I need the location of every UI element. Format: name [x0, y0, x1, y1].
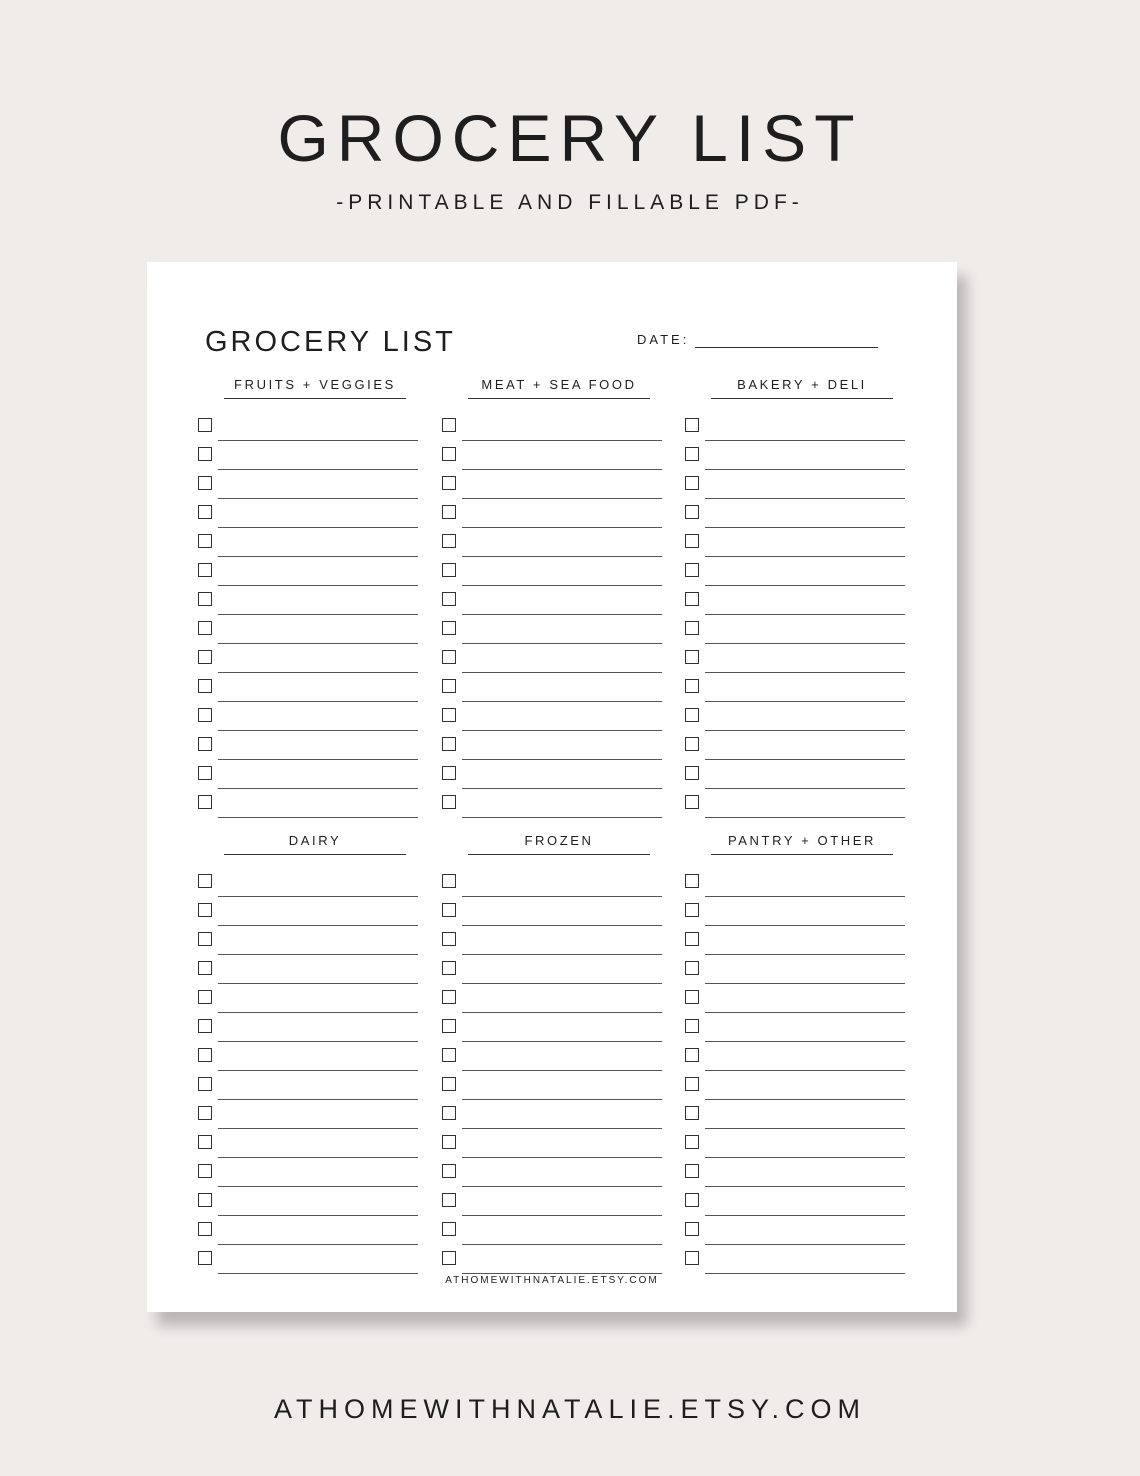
checkbox[interactable] — [685, 505, 699, 519]
checkbox[interactable] — [198, 650, 212, 664]
checkbox[interactable] — [198, 1077, 212, 1091]
date-label: DATE: — [637, 332, 690, 347]
list-item — [198, 1042, 418, 1071]
checkbox[interactable] — [685, 874, 699, 888]
checkbox[interactable] — [442, 563, 456, 577]
checkbox[interactable] — [685, 650, 699, 664]
list-item — [198, 789, 418, 818]
checkbox[interactable] — [442, 874, 456, 888]
checkbox[interactable] — [685, 592, 699, 606]
list-item — [198, 557, 418, 586]
list-item — [198, 586, 418, 615]
list-item — [685, 615, 905, 644]
checkbox[interactable] — [685, 1106, 699, 1120]
checkbox[interactable] — [198, 990, 212, 1004]
list-item — [685, 470, 905, 499]
checkbox[interactable] — [442, 1193, 456, 1207]
checkbox[interactable] — [685, 1251, 699, 1265]
list-item — [198, 731, 418, 760]
section-title: FROZEN — [468, 832, 650, 855]
list-item — [198, 673, 418, 702]
list-item — [685, 673, 905, 702]
checkbox[interactable] — [442, 1077, 456, 1091]
list-item — [685, 644, 905, 673]
checkbox[interactable] — [198, 932, 212, 946]
list-item — [685, 760, 905, 789]
checkbox[interactable] — [685, 1164, 699, 1178]
list-item — [198, 470, 418, 499]
list-item — [685, 557, 905, 586]
list-item — [685, 984, 905, 1013]
section-title: BAKERY + DELI — [711, 376, 893, 399]
checkbox[interactable] — [198, 1193, 212, 1207]
checkbox[interactable] — [685, 621, 699, 635]
list-item — [198, 644, 418, 673]
checkbox[interactable] — [685, 1222, 699, 1236]
list-item — [685, 955, 905, 984]
checkbox[interactable] — [198, 447, 212, 461]
list-item — [198, 926, 418, 955]
list-item — [198, 868, 418, 897]
checkbox[interactable] — [442, 476, 456, 490]
checkbox[interactable] — [442, 534, 456, 548]
checkbox[interactable] — [198, 679, 212, 693]
checkbox[interactable] — [198, 766, 212, 780]
list-item — [198, 499, 418, 528]
checkbox[interactable] — [442, 650, 456, 664]
checkbox[interactable] — [442, 447, 456, 461]
list-item — [442, 499, 662, 528]
checkbox[interactable] — [685, 990, 699, 1004]
list-item — [198, 528, 418, 557]
list-item — [685, 868, 905, 897]
checkbox[interactable] — [685, 766, 699, 780]
hero-title: GROCERY LIST — [277, 101, 863, 175]
checkbox[interactable] — [685, 795, 699, 809]
list-item — [198, 1216, 418, 1245]
checkbox[interactable] — [442, 1164, 456, 1178]
list-item — [198, 615, 418, 644]
list-item — [442, 470, 662, 499]
list-item — [442, 644, 662, 673]
item-text-line[interactable] — [705, 817, 905, 818]
checkbox[interactable] — [198, 1164, 212, 1178]
checkbox[interactable] — [442, 621, 456, 635]
item-rows — [198, 412, 418, 818]
list-item — [442, 1100, 662, 1129]
checkbox[interactable] — [442, 990, 456, 1004]
hero-subtitle: -PRINTABLE AND FILLABLE PDF- — [336, 191, 804, 214]
checkbox[interactable] — [685, 563, 699, 577]
list-item — [685, 1216, 905, 1245]
checkbox[interactable] — [685, 961, 699, 975]
list-item — [198, 1013, 418, 1042]
section-title: DAIRY — [224, 832, 406, 855]
checkbox[interactable] — [685, 1135, 699, 1149]
list-item — [442, 868, 662, 897]
list-item — [685, 412, 905, 441]
checkbox[interactable] — [685, 534, 699, 548]
list-item — [685, 1071, 905, 1100]
list-item — [442, 789, 662, 818]
list-item — [442, 955, 662, 984]
list-item — [442, 557, 662, 586]
list-item — [685, 926, 905, 955]
checkbox[interactable] — [198, 505, 212, 519]
list-item — [442, 897, 662, 926]
list-item — [442, 1129, 662, 1158]
checkbox[interactable] — [442, 737, 456, 751]
list-item — [442, 760, 662, 789]
list-item — [685, 1129, 905, 1158]
checkbox[interactable] — [198, 961, 212, 975]
checkbox[interactable] — [685, 932, 699, 946]
list-item — [198, 1187, 418, 1216]
item-rows — [685, 412, 905, 818]
list-item — [685, 528, 905, 557]
checkbox[interactable] — [442, 795, 456, 809]
checkbox[interactable] — [198, 621, 212, 635]
checkbox[interactable] — [685, 1048, 699, 1062]
section-title: FRUITS + VEGGIES — [224, 376, 406, 399]
checkbox[interactable] — [442, 1135, 456, 1149]
checkbox[interactable] — [198, 1106, 212, 1120]
list-item — [442, 528, 662, 557]
list-item — [198, 412, 418, 441]
sheet-title: GROCERY LIST — [205, 326, 456, 358]
item-rows — [685, 868, 905, 1274]
checkbox[interactable] — [685, 418, 699, 432]
list-item — [198, 1100, 418, 1129]
section-title: MEAT + SEA FOOD — [468, 376, 650, 399]
checkbox[interactable] — [198, 1048, 212, 1062]
list-item — [685, 1158, 905, 1187]
checkbox[interactable] — [685, 1019, 699, 1033]
checkbox[interactable] — [685, 1193, 699, 1207]
item-text-line[interactable] — [218, 817, 418, 818]
list-item — [198, 1071, 418, 1100]
list-item — [442, 702, 662, 731]
checkbox[interactable] — [442, 679, 456, 693]
checkbox[interactable] — [198, 476, 212, 490]
checkbox[interactable] — [198, 795, 212, 809]
checkbox[interactable] — [442, 1106, 456, 1120]
list-item — [685, 702, 905, 731]
checkbox[interactable] — [685, 708, 699, 722]
bottom-shop-url: ATHOMEWITHNATALIE.ETSY.COM — [273, 1394, 867, 1424]
list-item — [685, 441, 905, 470]
list-item — [442, 731, 662, 760]
item-rows — [442, 412, 662, 818]
list-item — [442, 615, 662, 644]
list-item — [442, 984, 662, 1013]
list-item — [685, 586, 905, 615]
list-item — [198, 955, 418, 984]
checkbox[interactable] — [442, 708, 456, 722]
list-item — [685, 1100, 905, 1129]
list-item — [198, 1129, 418, 1158]
list-item — [442, 586, 662, 615]
item-rows — [442, 868, 662, 1274]
list-item — [442, 926, 662, 955]
checkbox[interactable] — [442, 592, 456, 606]
checkbox[interactable] — [442, 766, 456, 780]
checkbox[interactable] — [685, 1077, 699, 1091]
list-item — [685, 1042, 905, 1071]
checkbox[interactable] — [685, 476, 699, 490]
list-item — [442, 441, 662, 470]
list-item — [442, 1158, 662, 1187]
list-item — [685, 1013, 905, 1042]
list-item — [198, 702, 418, 731]
list-item — [442, 1071, 662, 1100]
checkbox[interactable] — [442, 1251, 456, 1265]
checkbox[interactable] — [198, 708, 212, 722]
checkbox[interactable] — [685, 679, 699, 693]
list-item — [685, 731, 905, 760]
checkbox[interactable] — [198, 903, 212, 917]
sheet-footer-url: ATHOMEWITHNATALIE.ETSY.COM — [445, 1275, 659, 1286]
list-item — [442, 1187, 662, 1216]
list-item — [442, 412, 662, 441]
list-item — [685, 1245, 905, 1274]
list-item — [685, 897, 905, 926]
checkbox[interactable] — [198, 1222, 212, 1236]
checkbox[interactable] — [442, 1048, 456, 1062]
checkbox[interactable] — [442, 1019, 456, 1033]
list-item — [442, 673, 662, 702]
item-rows — [198, 868, 418, 1274]
checkbox[interactable] — [198, 418, 212, 432]
checkbox[interactable] — [198, 1251, 212, 1265]
list-item — [198, 897, 418, 926]
list-item — [685, 499, 905, 528]
checkbox[interactable] — [198, 1135, 212, 1149]
list-item — [198, 441, 418, 470]
section-title: PANTRY + OTHER — [711, 832, 893, 855]
list-item — [442, 1013, 662, 1042]
checkbox[interactable] — [442, 1222, 456, 1236]
checkbox[interactable] — [685, 737, 699, 751]
checkbox[interactable] — [198, 874, 212, 888]
checkbox[interactable] — [198, 592, 212, 606]
checkbox[interactable] — [442, 903, 456, 917]
checkbox[interactable] — [198, 563, 212, 577]
list-item — [198, 1158, 418, 1187]
checkbox[interactable] — [685, 447, 699, 461]
item-text-line[interactable] — [462, 817, 662, 818]
list-item — [685, 1187, 905, 1216]
date-field-line[interactable] — [695, 347, 878, 348]
list-item — [198, 1245, 418, 1274]
list-item — [442, 1245, 662, 1274]
list-item — [198, 760, 418, 789]
checkbox[interactable] — [442, 505, 456, 519]
list-item — [685, 789, 905, 818]
checkbox[interactable] — [442, 418, 456, 432]
grocery-list-sheet — [147, 262, 957, 1312]
checkbox[interactable] — [198, 737, 212, 751]
checkbox[interactable] — [198, 534, 212, 548]
checkbox[interactable] — [198, 1019, 212, 1033]
list-item — [442, 1042, 662, 1071]
checkbox[interactable] — [685, 903, 699, 917]
checkbox[interactable] — [442, 961, 456, 975]
list-item — [198, 984, 418, 1013]
list-item — [442, 1216, 662, 1245]
checkbox[interactable] — [442, 932, 456, 946]
